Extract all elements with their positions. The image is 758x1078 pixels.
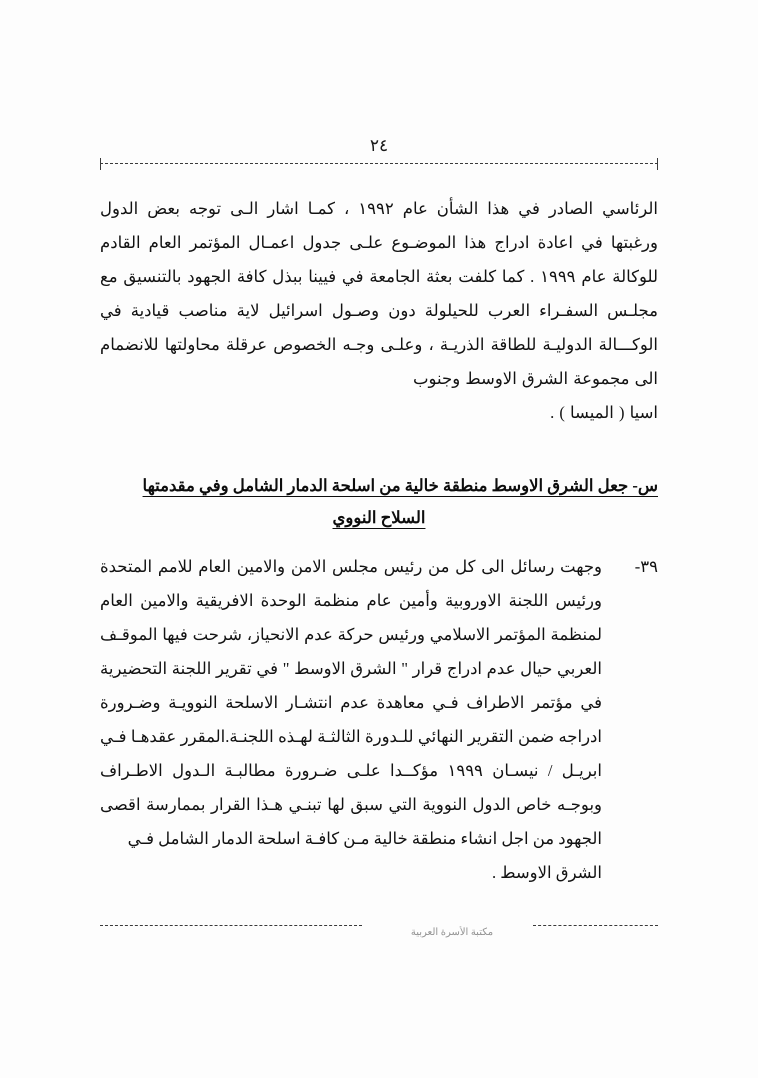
paragraph-continuation-tail [100, 396, 658, 430]
footer-watermark: مكتبة الأسرة العربية [410, 927, 494, 938]
spacer [100, 540, 658, 550]
paragraph-continuation [100, 192, 658, 396]
footer-divider-left [100, 925, 362, 926]
section-heading-line-2: السلاح النووي [332, 508, 426, 527]
numbered-paragraph-tail-text: الشرق الاوسط . [491, 863, 602, 882]
page-number: ٢٤ [369, 136, 389, 155]
page-content [100, 192, 658, 890]
header-divider [100, 163, 658, 164]
numbered-paragraph-number: ٣٩- [634, 557, 658, 576]
numbered-paragraph [100, 550, 658, 890]
paragraph-tail-text: اسيا ( الميسا ) . [550, 403, 658, 422]
numbered-paragraph-body [100, 550, 602, 856]
section-heading-line-1: س- جعل الشرق الاوسط منطقة خالية من اسلحة الدمار الشامل وفي مقدمتها [142, 476, 658, 495]
footer-divider-right [533, 925, 658, 926]
spacer [100, 430, 658, 466]
section-heading [100, 470, 658, 534]
numbered-paragraph-text: وجهت رسائل الى كل من رئيس مجلس الامن والامين العام للامم المتحدة ورئيس اللجنة الاوروبية وأمين عام منظمة الوحدة الافريقية والامين العام لمنظمة المؤتمر الاسلامي ورئيس حركة عدم الانحياز، شرحت فيها الموقـف العربي حيال عدم ادراج قرار " الشرق الاوسط " في تقرير اللجنة التحضيرية في مؤتمر الاطراف فـي معاهدة عدم انتشـار الاسلحة النوويـة وضـرورة ادراجه ضمن التقرير النهائي للـدورة الثالثـة لهـذه اللجنـة.المقرر عقدهـا فـي ابريـل / نيسـان ١٩٩٩ مؤكــدا علـى ضـرورة مطالبـة الـدول الاطـراف وبوجـه خاص الدول النووية التي سبق لها تبنـي هـذا القرار بممارسة اقصى الجهود من اجل انشاء منطقة خالية مـن كافـة اسلحة الدمار الشامل فـي [100, 557, 602, 848]
paragraph-text: الرئاسي الصادر في هذا الشأن عام ١٩٩٢ ، كمـا اشار الـى توجه بعض الدول ورغبتها في اعادة ادراج هذا الموضـوع علـى جدول اعمـال المؤتمر العام القادم للوكالة عام ١٩٩٩ . كما كلفت بعثة الجامعة في فيينا ببذل كافة الجهود بالتنسيق مع مجلـس السفـراء العرب للحيلولة دون وصـول اسرائيل لاية مناصب قيادية في الوكـــالة الدوليـة للطاقة الذريـة ، وعلـى وجـه الخصوص عرقلة محاولتها للانضمام الى مجموعة الشرق الاوسط وجنوب [100, 199, 659, 388]
numbered-paragraph-tail [100, 856, 602, 890]
